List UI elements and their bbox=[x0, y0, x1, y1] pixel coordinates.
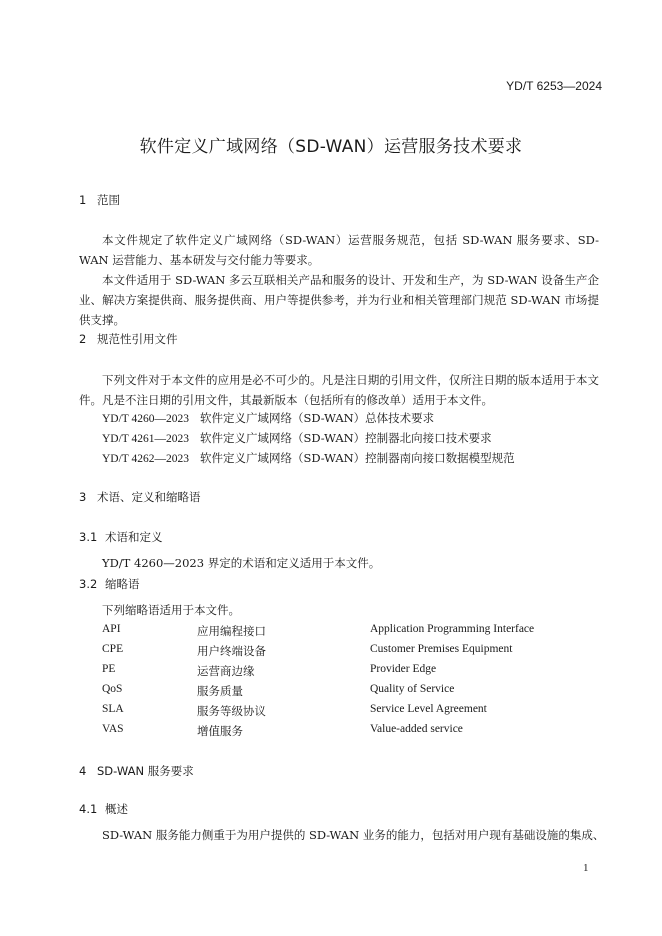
abbreviation-code: API bbox=[102, 623, 121, 635]
standard-number: YD/T 6253—2024 bbox=[506, 79, 602, 93]
abbreviation-code: QoS bbox=[102, 683, 123, 695]
reference-code: YD/T 4261—2023 bbox=[102, 433, 189, 445]
section-number: 1 bbox=[79, 193, 87, 207]
section-number: 3.1 bbox=[79, 530, 98, 544]
reference-item bbox=[102, 450, 515, 466]
section-3-2-heading bbox=[79, 576, 140, 592]
section-4-heading bbox=[79, 763, 194, 779]
section-title: 术语和定义 bbox=[105, 530, 163, 544]
reference-title: 软件定义广域网络（SD-WAN）总体技术要求 bbox=[200, 411, 435, 425]
abbreviation-english: Value-added service bbox=[370, 723, 463, 735]
reference-code: YD/T 4262—2023 bbox=[102, 453, 189, 465]
abbreviation-english: Application Programming Interface bbox=[370, 623, 535, 635]
abbreviation-code: PE bbox=[102, 663, 116, 675]
section-title: 范围 bbox=[97, 193, 120, 207]
reference-item bbox=[102, 410, 434, 426]
section-3-1-heading bbox=[79, 529, 163, 545]
section-number: 3.2 bbox=[79, 577, 98, 591]
section-title: 规范性引用文件 bbox=[97, 332, 178, 346]
section-title: 概述 bbox=[105, 802, 128, 816]
abbreviation-chinese: 服务质量 bbox=[197, 684, 243, 698]
abbreviation-english: Customer Premises Equipment bbox=[370, 643, 513, 655]
section-number: 4.1 bbox=[79, 802, 98, 816]
section-number: 2 bbox=[79, 332, 87, 346]
abbreviation-code: SLA bbox=[102, 703, 124, 715]
terms-text: YD/T 4260—2023 界定的术语和定义适用于本文件。 bbox=[102, 556, 381, 570]
scope-paragraph-2: 本文件适用于 SD-WAN 多云互联相关产品和服务的设计、开发和生产，为 SD-WAN 设备生产企业、解决方案提供商、服务提供商、用户等提供参考，并为行业和相关管理部门规范 SD-WAN 市场提供支撑。 bbox=[79, 273, 599, 327]
section-title: 缩略语 bbox=[105, 577, 140, 591]
section-4-1-heading bbox=[79, 801, 128, 817]
abbreviation-chinese: 服务等级协议 bbox=[197, 704, 266, 718]
section-2-heading bbox=[79, 331, 178, 347]
reference-title: 软件定义广域网络（SD-WAN）控制器北向接口技术要求 bbox=[200, 431, 492, 445]
document-title: 软件定义广域网络（SD-WAN）运营服务技术要求 bbox=[139, 137, 523, 157]
page-number: 1 bbox=[583, 862, 589, 874]
abbreviations-intro: 下列缩略语适用于本文件。 bbox=[102, 603, 240, 617]
section-1-heading bbox=[79, 192, 120, 208]
abbreviation-chinese: 应用编程接口 bbox=[197, 624, 266, 638]
reference-title: 软件定义广域网络（SD-WAN）控制器南向接口数据模型规范 bbox=[200, 451, 515, 465]
section-number: 3 bbox=[79, 490, 87, 504]
abbreviation-chinese: 增值服务 bbox=[197, 724, 243, 738]
section-3-heading bbox=[79, 489, 201, 505]
abbreviation-english: Service Level Agreement bbox=[370, 703, 487, 715]
abbreviation-code: CPE bbox=[102, 643, 124, 655]
reference-code: YD/T 4260—2023 bbox=[102, 413, 189, 425]
section-title: 术语、定义和缩略语 bbox=[97, 490, 201, 504]
abbreviation-english: Provider Edge bbox=[370, 663, 437, 675]
scope-paragraph-1: 本文件规定了软件定义广域网络（SD-WAN）运营服务规范，包括 SD-WAN 服务要求、SD-WAN 运营能力、基本研发与交付能力等要求。 bbox=[79, 233, 599, 267]
overview-text: SD-WAN 服务能力侧重于为用户提供的 SD-WAN 业务的能力，包括对用户现有基础设施的集成、 bbox=[102, 828, 605, 842]
normative-intro: 下列文件对于本文件的应用是必不可少的。凡是注日期的引用文件，仅所注日期的版本适用于本文件。凡是不注日期的引用文件，其最新版本（包括所有的修改单）适用于本文件。 bbox=[79, 373, 599, 407]
abbreviation-chinese: 用户终端设备 bbox=[197, 644, 266, 658]
section-number: 4 bbox=[79, 764, 87, 778]
abbreviation-code: VAS bbox=[102, 723, 124, 735]
abbreviation-english: Quality of Service bbox=[370, 683, 455, 695]
abbreviation-chinese: 运营商边缘 bbox=[197, 664, 255, 678]
section-title: SD-WAN 服务要求 bbox=[97, 764, 194, 778]
reference-item bbox=[102, 430, 492, 446]
